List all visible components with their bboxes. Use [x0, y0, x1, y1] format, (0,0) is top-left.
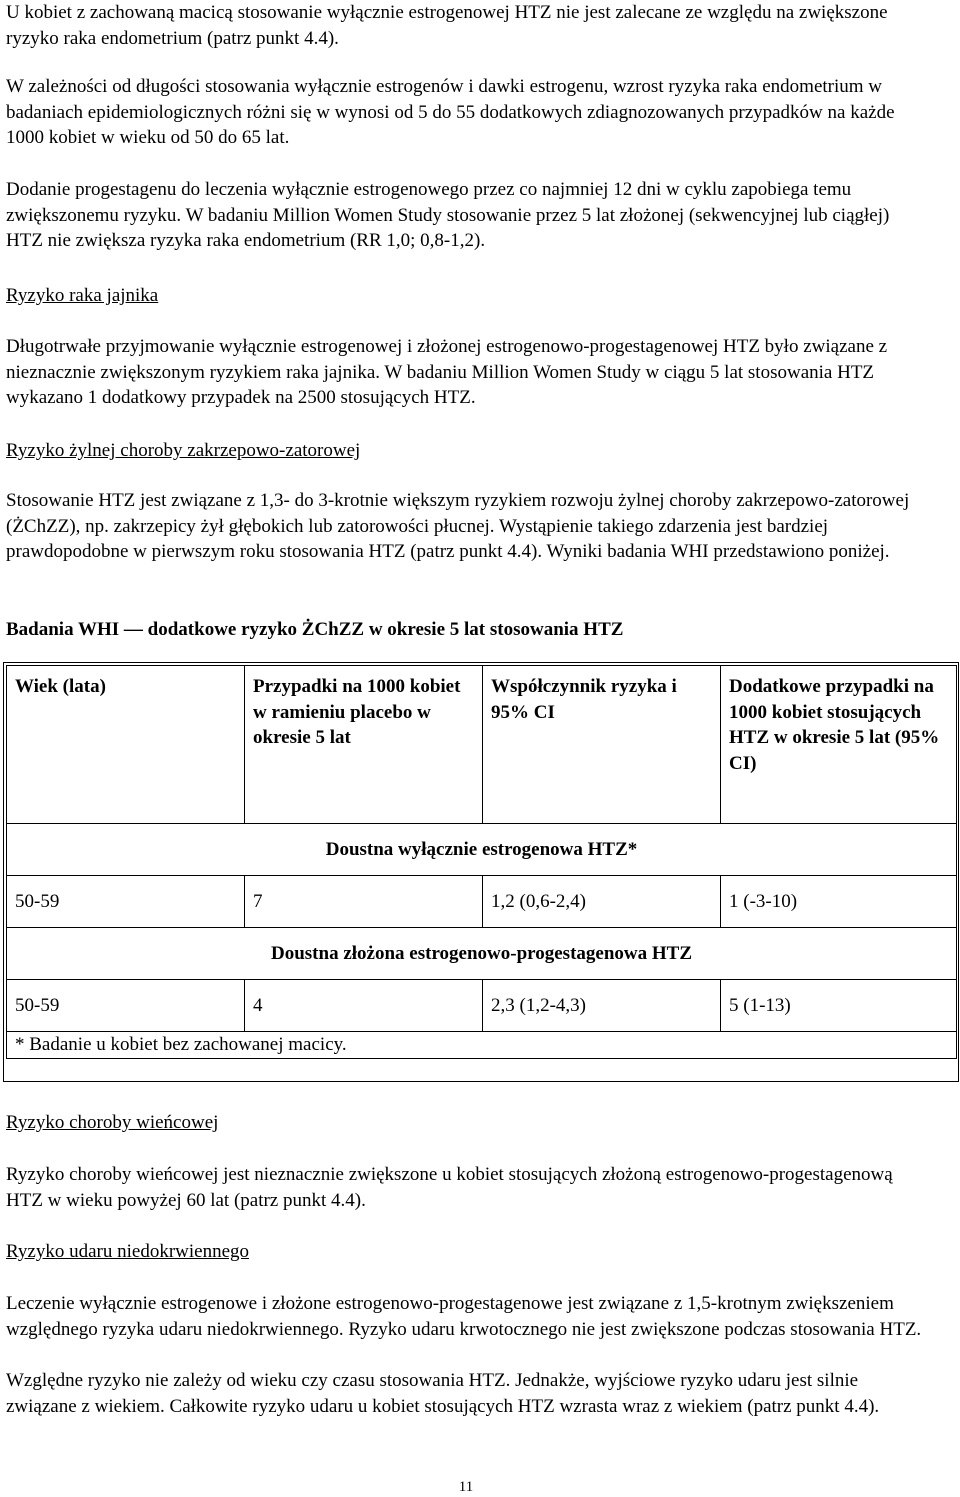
- header-risk-ratio: Współczynnik ryzyka i 95% CI: [483, 666, 721, 824]
- cell-age: 50-59: [7, 980, 245, 1032]
- heading-coronary-risk: Ryzyko choroby wieńcowej: [6, 1112, 219, 1133]
- section-estrogen-only: Doustna wyłącznie estrogenowa HTZ*: [7, 824, 957, 876]
- cell-risk-ratio: 2,3 (1,2-4,3): [483, 980, 721, 1032]
- paragraph-intro: U kobiet z zachowaną macicą stosowanie wyłącznie estrogenowej HTZ nie jest zalecane ze względu na zwiększone ryzyko raka endometrium (patrz punkt 4.4).: [6, 2, 888, 49]
- whi-table-frame: [3, 662, 959, 1082]
- paragraph-endometrium: W zależności od długości stosowania wyłącznie estrogenów i dawki estrogenu, wzrost ryzyka raka endometrium w badaniach epidemiologicznych różni się w wynosi od 5 do 55 dodatkowych zdiagnozowanych przypadków na każde 1000 kobiet w wieku od 50 do 65 lat.: [6, 76, 895, 149]
- paragraph-stroke-2: Względne ryzyko nie zależy od wieku czy czasu stosowania HTZ. Jednakże, wyjściowe ryzyko udaru jest silnie związane z wiekiem. Całkowite ryzyko udaru u kobiet stosujących HTZ wzrasta wraz z wiekiem (patrz punkt 4.4).: [6, 1370, 880, 1417]
- table-row: [7, 980, 957, 1032]
- header-placebo-cases: Przypadki na 1000 kobiet w ramieniu placebo w okresie 5 lat: [245, 666, 483, 824]
- paragraph-stroke-1: Leczenie wyłącznie estrogenowe i złożone estrogenowo-progestagenowe jest związane z 1,5-krotnym zwiększeniem względnego ryzyka udaru niedokrwiennego. Ryzyko udaru krwotocznego nie jest zwiększone podczas stosowania HTZ.: [6, 1293, 922, 1340]
- table-row: [7, 876, 957, 928]
- table-footnote: * Badanie u kobiet bez zachowanej macicy.: [7, 1032, 957, 1059]
- page-number: 11: [458, 1479, 474, 1495]
- table-section-row: [7, 928, 957, 980]
- heading-ovarian-risk: Ryzyko raka jajnika: [6, 285, 159, 306]
- header-age: Wiek (lata): [7, 666, 245, 824]
- cell-placebo-cases: 7: [245, 876, 483, 928]
- table-title: Badania WHI — dodatkowe ryzyko ŻChZZ w okresie 5 lat stosowania HTZ: [6, 619, 624, 640]
- header-additional-cases: Dodatkowe przypadki na 1000 kobiet stosujących HTZ w okresie 5 lat (95% CI): [721, 666, 957, 824]
- whi-vte-table: [6, 665, 957, 1059]
- cell-risk-ratio: 1,2 (0,6-2,4): [483, 876, 721, 928]
- cell-age: 50-59: [7, 876, 245, 928]
- paragraph-ovarian: Długotrwałe przyjmowanie wyłącznie estrogenowej i złożonej estrogenowo-progestagenowej HTZ było związane z nieznacznie zwiększonym ryzykiem raka jajnika. W badaniu Million Women Study w ciągu 5 lat stosowania HTZ wykazano 1 dodatkowy przypadek na 2500 stosujących HTZ.: [6, 336, 888, 409]
- cell-additional-cases: 5 (1-13): [721, 980, 957, 1032]
- table-section-row: [7, 824, 957, 876]
- cell-placebo-cases: 4: [245, 980, 483, 1032]
- table-header-row: [7, 666, 957, 824]
- heading-stroke-risk: Ryzyko udaru niedokrwiennego: [6, 1241, 250, 1262]
- table-footnote-row: [7, 1032, 957, 1059]
- paragraph-progestagen: Dodanie progestagenu do leczenia wyłącznie estrogenowego przez co najmniej 12 dni w cyklu zapobiega temu zwiększonemu ryzyku. W badaniu Million Women Study stosowanie przez 5 lat złożonej (sekwencyjnej lub ciągłej) HTZ nie zwiększa ryzyka raka endometrium (RR 1,0; 0,8-1,2).: [6, 179, 890, 252]
- section-combined: Doustna złożona estrogenowo-progestagenowa HTZ: [7, 928, 957, 980]
- paragraph-vte: Stosowanie HTZ jest związane z 1,3- do 3-krotnie większym ryzykiem rozwoju żylnej choroby zakrzepowo-zatorowej (ŻChZZ), np. zakrzepicy żył głębokich lub zatorowości płucnej. Wystąpienie takiego zdarzenia jest bardziej prawdopodobne w pierwszym roku stosowania HTZ (patrz punkt 4.4). Wyniki badania WHI przedstawiono poniżej.: [6, 490, 910, 563]
- cell-additional-cases: 1 (-3-10): [721, 876, 957, 928]
- heading-vte-risk: Ryzyko żylnej choroby zakrzepowo-zatorowej: [6, 440, 361, 461]
- paragraph-coronary: Ryzyko choroby wieńcowej jest nieznacznie zwiększone u kobiet stosujących złożoną estrogenowo-progestagenową HTZ w wieku powyżej 60 lat (patrz punkt 4.4).: [6, 1164, 893, 1211]
